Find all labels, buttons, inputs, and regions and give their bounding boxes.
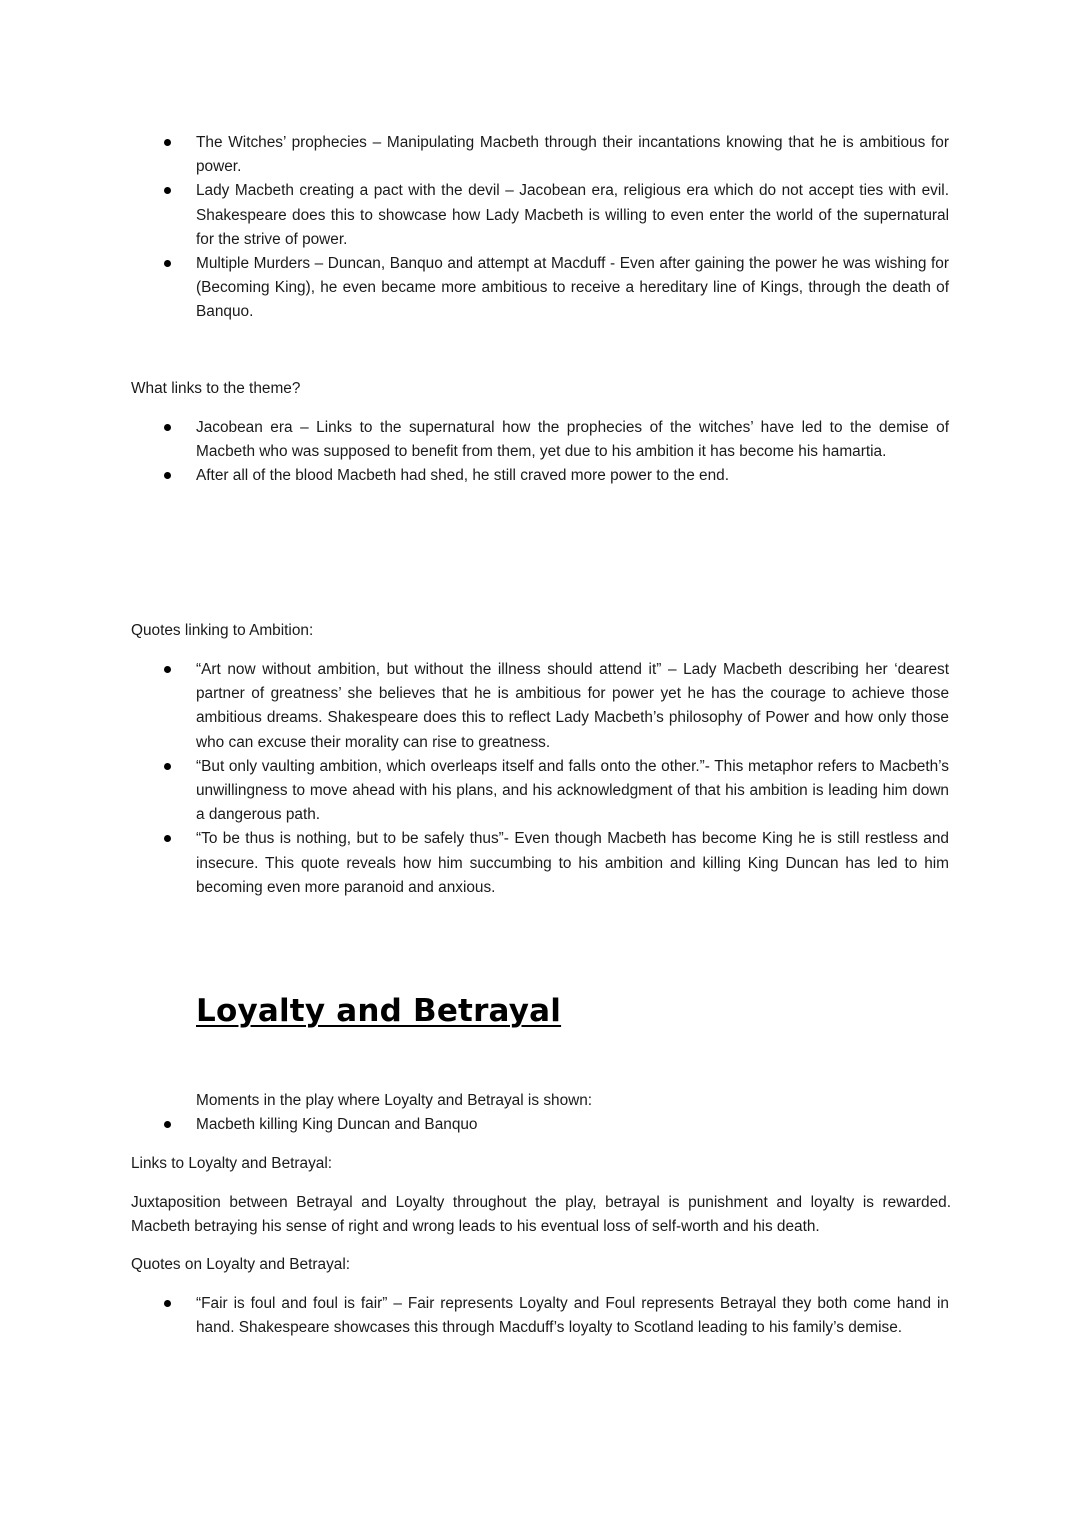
loyalty-quotes-list (0, 1292, 1080, 1340)
links-heading: What links to the theme? (131, 380, 301, 397)
list-item: Multiple Murders – Duncan, Banquo and attempt at Macduff - Even after gaining the power he was wishing for (Becoming King), he even became more ambitious to receive a hereditary line of Kings, through the death of Banquo. (0, 252, 1080, 325)
ambition-moments-list (0, 131, 1080, 325)
list-item: The Witches’ prophecies – Manipulating Macbeth through their incantations knowing that he is ambitious for power. (0, 131, 1080, 179)
list-item: “Art now without ambition, but without the illness should attend it” – Lady Macbeth describing her ‘dearest partner of greatness’ she believes that he is ambitious for power yet he has the courage to achieve those ambitious dreams. Shakespeare does this to reflect Lady Macbeth’s philosophy of Power and how only those who can excuse their morality can rise to greatness. (0, 658, 1080, 755)
bullet-icon (164, 187, 171, 194)
loyalty-moments-list (0, 1113, 1080, 1137)
quotes-list (0, 658, 1080, 900)
list-item: Lady Macbeth creating a pact with the devil – Jacobean era, religious era which do not accept ties with evil. Shakespeare does this to showcase how Lady Macbeth is willing to even enter the world of the supernatural for the strive of power. (0, 179, 1080, 252)
list-item: Jacobean era – Links to the supernatural how the prophecies of the witches’ have led to the demise of Macbeth who was supposed to benefit from them, yet due to his ambition it has become his hamartia. (0, 416, 1080, 464)
list-item: After all of the blood Macbeth had shed, he still craved more power to the end. (0, 464, 1080, 488)
section-title: Loyalty and Betrayal (196, 993, 562, 1029)
bullet-icon (164, 835, 171, 842)
loyalty-quotes-heading: Quotes on Loyalty and Betrayal: (131, 1256, 351, 1273)
bullet-icon (164, 139, 171, 146)
bullet-icon (164, 472, 171, 479)
bullet-icon (164, 1300, 171, 1307)
bullet-icon (164, 1121, 171, 1128)
loyalty-links-heading: Links to Loyalty and Betrayal: (131, 1155, 333, 1172)
moments-heading: Moments in the play where Loyalty and Betrayal is shown: (196, 1092, 593, 1109)
list-item: “But only vaulting ambition, which overleaps itself and falls onto the other.”- This metaphor refers to Macbeth’s unwillingness to move ahead with his plans, and his acknowledgment of that his ambition is leading him down a dangerous path. (0, 755, 1080, 828)
bullet-icon (164, 424, 171, 431)
quotes-heading: Quotes linking to Ambition: (131, 622, 314, 639)
loyalty-links-paragraph: Juxtaposition between Betrayal and Loyalty throughout the play, betrayal is punishment and loyalty is rewarded. Macbeth betraying his sense of right and wrong leads to his eventual loss of self-worth and his death. (131, 1194, 951, 1235)
bullet-icon (164, 260, 171, 267)
list-item: Macbeth killing King Duncan and Banquo (0, 1113, 1080, 1137)
links-list (0, 416, 1080, 489)
list-item: “To be thus is nothing, but to be safely thus”- Even though Macbeth has become King he is still restless and insecure. This quote reveals how him succumbing to his ambition and killing King Duncan has led to him becoming even more paranoid and anxious. (0, 827, 1080, 900)
list-item: “Fair is foul and foul is fair” – Fair represents Loyalty and Foul represents Betrayal they both come hand in hand. Shakespeare showcases this through Macduff’s loyalty to Scotland leading to his family’s demise. (0, 1292, 1080, 1340)
bullet-icon (164, 763, 171, 770)
bullet-icon (164, 666, 171, 673)
